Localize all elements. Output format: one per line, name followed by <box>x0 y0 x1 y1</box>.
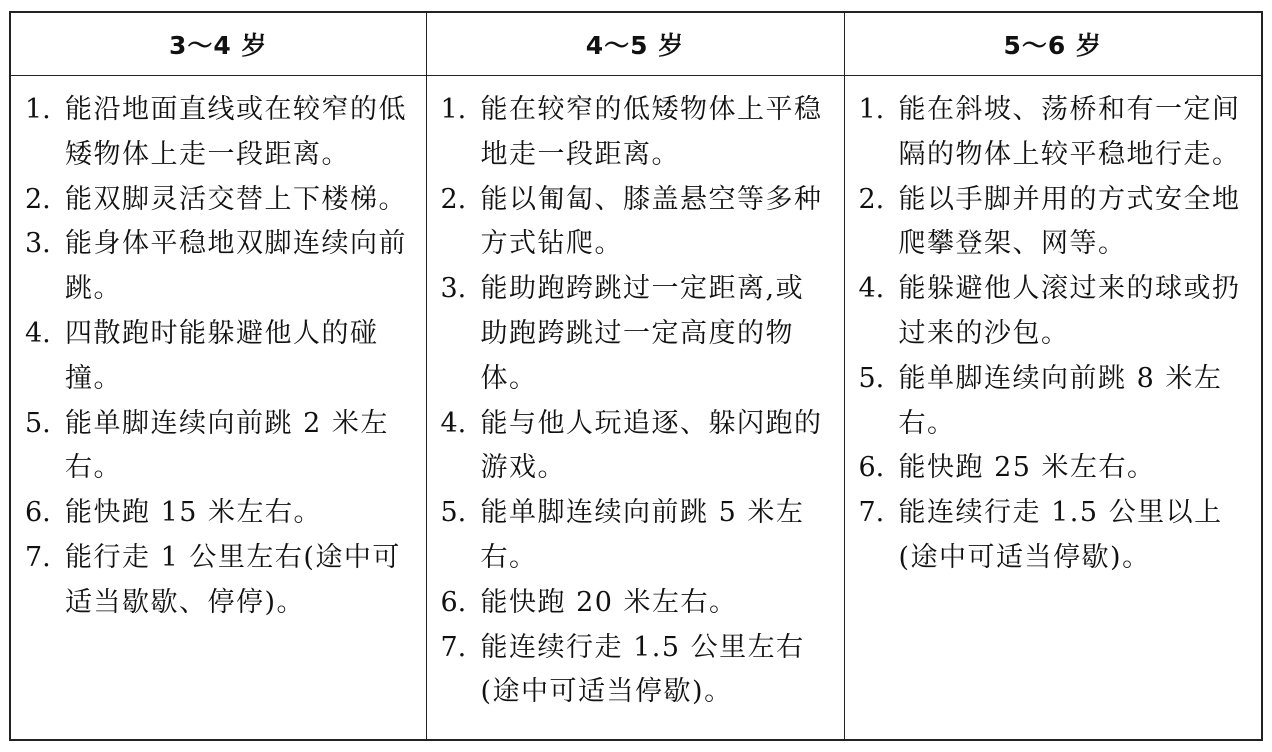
item-number: 4. <box>25 317 51 349</box>
item-text: 能在较窄的低矮物体上平稳地走一段距离。 <box>480 94 823 170</box>
item-text: 能连续行走 1.5 公里以上(途中可适当停歇)。 <box>898 497 1223 573</box>
item-number: 5. <box>858 362 885 394</box>
item-text: 能快跑 15 米左右。 <box>65 497 323 529</box>
item-number: 2. <box>440 183 467 215</box>
item-number: 4. <box>858 273 885 305</box>
item-number: 7. <box>440 631 467 663</box>
item-text: 能行走 1 公里左右(途中可适当歇歇、停停)。 <box>65 541 401 618</box>
list-item <box>441 581 830 626</box>
item-text: 能助跑跨跳过一定距离,或助跑跨跳过一定高度的物体。 <box>480 273 805 394</box>
item-number: 6. <box>25 497 51 529</box>
column-age-3-4 <box>11 76 426 740</box>
list-item <box>25 536 412 626</box>
list-item <box>25 178 412 223</box>
list-item <box>25 312 412 402</box>
item-number: 2. <box>858 183 885 215</box>
header-age-3-4: 3～4 岁 <box>11 13 426 76</box>
item-text: 能连续行走 1.5 公里左右(途中可适当停歇)。 <box>480 631 805 708</box>
list-item <box>441 402 830 492</box>
item-number: 4. <box>440 407 467 439</box>
goal-list <box>441 88 830 715</box>
item-text: 能快跑 25 米左右。 <box>898 452 1156 484</box>
list-item <box>441 491 830 581</box>
goal-list <box>25 88 412 626</box>
list-item <box>859 491 1248 581</box>
item-text: 能单脚连续向前跳 8 米左右。 <box>898 362 1223 439</box>
item-text: 能身体平稳地双脚连续向前跳。 <box>65 228 407 305</box>
header-row <box>11 13 1261 76</box>
item-number: 1. <box>440 94 467 125</box>
header-age-4-5: 4～5 岁 <box>426 13 844 76</box>
item-text: 能快跑 20 米左右。 <box>480 586 738 618</box>
item-number: 5. <box>25 407 51 439</box>
item-text: 能与他人玩追逐、躲闪跑的游戏。 <box>480 407 823 484</box>
column-age-4-5 <box>426 76 844 740</box>
item-text: 四散跑时能躲避他人的碰撞。 <box>65 317 379 394</box>
item-number: 6. <box>440 586 467 618</box>
item-number: 3. <box>25 228 51 260</box>
list-item <box>25 88 412 178</box>
item-number: 7. <box>25 541 51 573</box>
item-text: 能在斜坡、荡桥和有一定间隔的物体上较平稳地行走。 <box>898 94 1241 170</box>
item-text: 能以手脚并用的方式安全地爬攀登架、网等。 <box>898 183 1241 260</box>
item-text: 能双脚灵活交替上下楼梯。 <box>65 183 407 215</box>
list-item <box>859 446 1248 491</box>
item-number: 1. <box>858 94 885 125</box>
list-item <box>859 88 1248 178</box>
item-number: 2. <box>25 183 51 215</box>
goal-list <box>859 88 1248 581</box>
content-row <box>11 76 1261 740</box>
list-item <box>441 88 830 178</box>
list-item <box>25 402 412 492</box>
item-number: 7. <box>858 497 885 529</box>
item-text: 能以匍匐、膝盖悬空等多种方式钻爬。 <box>480 183 823 260</box>
item-number: 6. <box>858 452 885 484</box>
item-text: 能沿地面直线或在较窄的低矮物体上走一段距离。 <box>65 94 407 170</box>
age-stage-table <box>11 13 1261 739</box>
column-age-5-6 <box>844 76 1261 740</box>
list-item <box>441 267 830 401</box>
item-number: 5. <box>440 497 467 529</box>
development-goals-table <box>9 11 1263 741</box>
list-item <box>859 267 1248 357</box>
item-text: 能单脚连续向前跳 5 米左右。 <box>480 497 805 573</box>
list-item <box>25 491 412 536</box>
list-item <box>441 178 830 268</box>
item-text: 能躲避他人滚过来的球或扔过来的沙包。 <box>898 273 1241 349</box>
list-item <box>859 178 1248 268</box>
item-number: 3. <box>440 273 467 305</box>
list-item <box>441 626 830 716</box>
list-item <box>859 357 1248 447</box>
item-text: 能单脚连续向前跳 2 米左右。 <box>65 407 389 484</box>
header-age-5-6: 5～6 岁 <box>844 13 1261 76</box>
list-item <box>25 222 412 312</box>
item-number: 1. <box>25 94 51 125</box>
